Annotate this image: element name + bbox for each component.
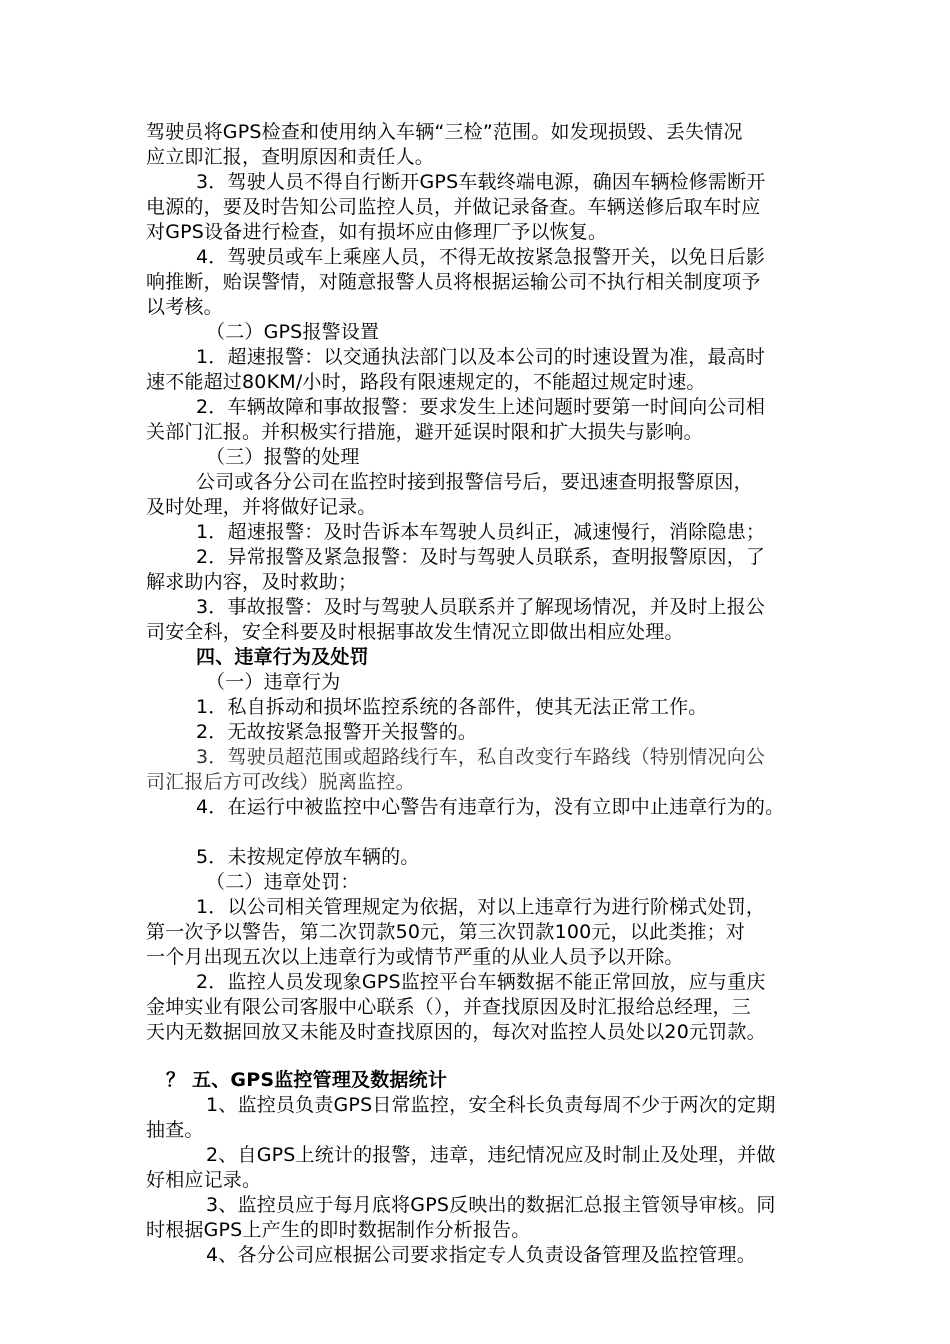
- chapter-heading: ？ 五、GPS监控管理及数据统计: [166, 1069, 448, 1091]
- text-line: 2、自GPS上统计的报警，违章，违纪情况应及时制止及处理，并做: [206, 1144, 776, 1166]
- text-line: 司安全科，安全科要及时根据事故发生情况立即做出相应处理。: [146, 621, 684, 643]
- text-line: 3．驾驶员超范围或超路线行车，私自改变行车路线（特别情况向公: [196, 746, 766, 768]
- text-line: 时根据GPS上产生的即时数据制作分析报告。: [146, 1219, 531, 1241]
- text-line: 1、监控员负责GPS日常监控，安全科长负责每周不少于两次的定期: [206, 1094, 776, 1116]
- text-line: 第一次予以警告，第二次罚款50元，第三次罚款100元，以此类推；对: [146, 921, 746, 943]
- text-line: 驾驶员将GPS检查和使用纳入车辆“三检”范围。如发现损毁、丢失情况: [146, 121, 743, 143]
- text-line: 1．超速报警：以交通执法部门以及本公司的时速设置为准，最高时: [196, 346, 766, 368]
- text-line: 1．超速报警：及时告诉本车驾驶人员纠正，减速慢行，消除隐患；: [196, 521, 766, 543]
- text-line: 天内无数据回放又未能及时查找原因的，每次对监控人员处以20元罚款。: [146, 1021, 766, 1043]
- text-line: 2．车辆故障和事故报警：要求发生上述问题时要第一时间向公司相: [196, 396, 766, 418]
- text-line: 4．在运行中被监控中心警告有违章行为，没有立即中止违章行为的。: [196, 796, 785, 818]
- text-line: 以考核。: [146, 296, 223, 318]
- text-line: 好相应记录。: [146, 1169, 262, 1191]
- section-heading: （三）报警的处理: [206, 446, 360, 468]
- text-line: 金坤实业有限公司客服中心联系（），并查找原因及时汇报给总经理，三: [146, 996, 751, 1018]
- text-line: 电源的，要及时告知公司监控人员，并做记录备查。车辆送修后取车时应: [146, 196, 761, 218]
- text-line: 解求助内容，及时救助；: [146, 571, 358, 593]
- section-heading: （二）GPS报警设置: [206, 321, 380, 343]
- text-line: 2．异常报警及紧急报警：及时与驾驶人员联系，查明报警原因，了: [196, 546, 766, 568]
- text-line: 3．事故报警：及时与驾驶人员联系并了解现场情况，并及时上报公: [196, 596, 766, 618]
- text-line: 关部门汇报。并积极实行措施，避开延误时限和扩大损失与影响。: [146, 421, 703, 443]
- text-line: 3、监控员应于每月底将GPS反映出的数据汇总报主管领导审核。同: [206, 1194, 776, 1216]
- text-line: 5．未按规定停放车辆的。: [196, 846, 420, 868]
- text-line: 司汇报后方可改线）脱离监控。: [146, 771, 415, 793]
- text-line: 1．私自拆动和损坏监控系统的各部件，使其无法正常工作。: [196, 696, 708, 718]
- text-line: 2．无故按紧急报警开关报警的。: [196, 721, 478, 743]
- text-line: 抽查。: [146, 1119, 204, 1141]
- text-line: 3．驾驶人员不得自行断开GPS车载终端电源，确因车辆检修需断开: [196, 171, 766, 193]
- text-line: 应立即汇报，查明原因和责任人。: [146, 146, 435, 168]
- text-line: 公司或各分公司在监控时接到报警信号后，要迅速查明报警原因，: [196, 471, 753, 493]
- text-line: 速不能超过80KM/小时，路段有限速规定的，不能超过规定时速。: [146, 371, 706, 393]
- chapter-heading: 四、违章行为及处罚: [196, 646, 369, 668]
- section-heading: （一）违章行为: [206, 671, 341, 693]
- text-line: 2．监控人员发现象GPS监控平台车辆数据不能正常回放，应与重庆: [196, 971, 766, 993]
- text-line: 一个月出现五次以上违章行为或情节严重的从业人员予以开除。: [146, 946, 684, 968]
- section-heading: （二）违章处罚：: [206, 871, 360, 893]
- text-line: 4、各分公司应根据公司要求指定专人负责设备管理及监控管理。: [206, 1244, 756, 1266]
- text-line: 对GPS设备进行检查，如有损坏应由修理厂予以恢复。: [146, 221, 608, 243]
- text-line: 4．驾驶员或车上乘座人员，不得无故按紧急报警开关，以免日后影: [196, 246, 766, 268]
- text-line: 及时处理，并将做好记录。: [146, 496, 377, 518]
- text-line: 1．以公司相关管理规定为依据，对以上违章行为进行阶梯式处罚，: [196, 896, 766, 918]
- text-line: 响推断，贻误警情，对随意报警人员将根据运输公司不执行相关制度项予: [146, 271, 761, 293]
